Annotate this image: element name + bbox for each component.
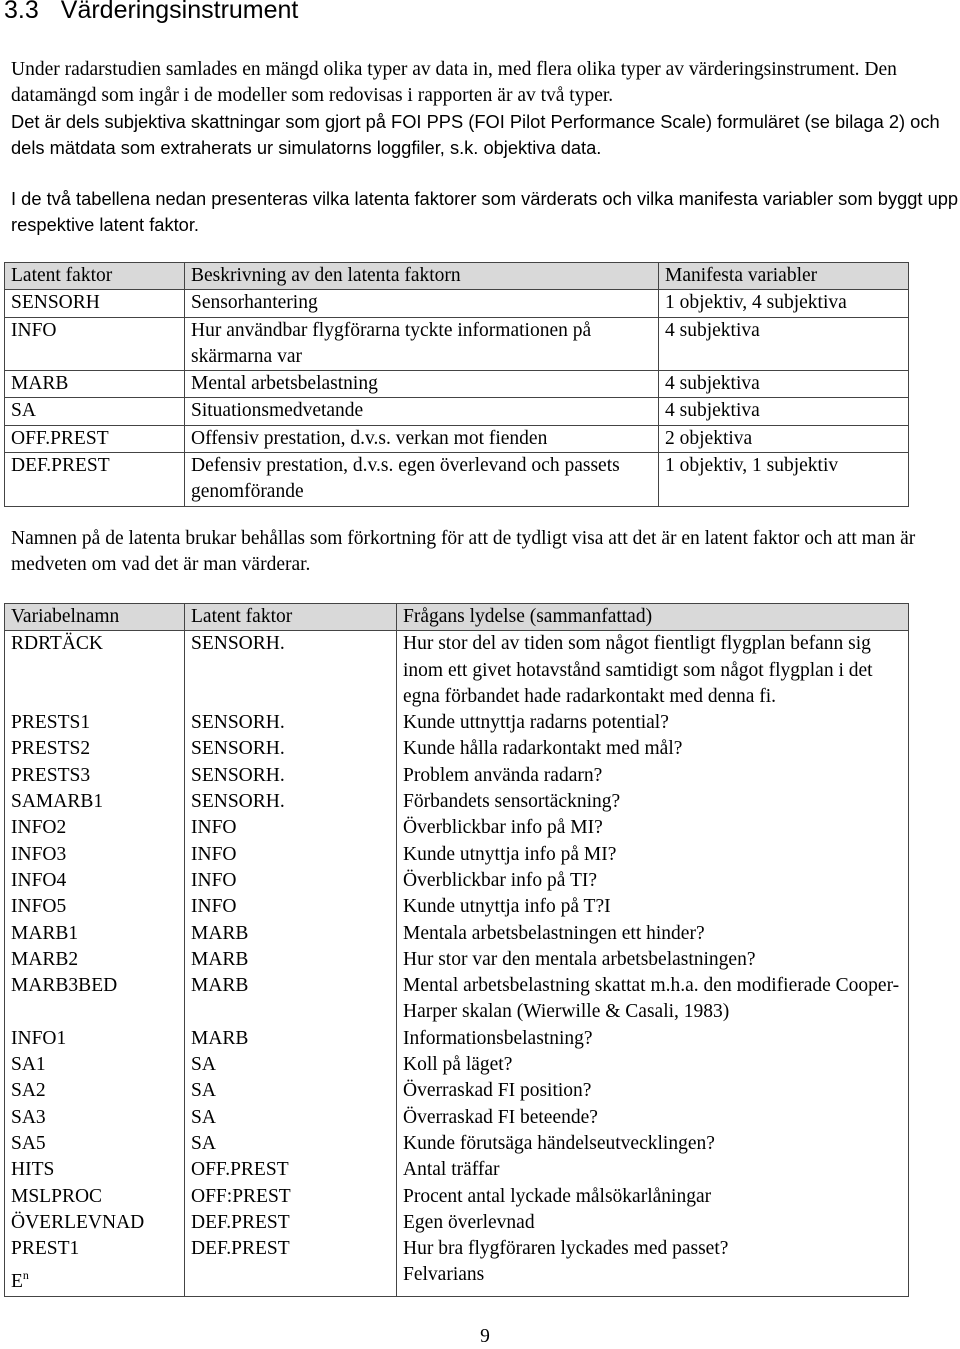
table-cell: INFO	[5, 317, 185, 371]
table-cell	[185, 1262, 397, 1296]
table-header-row	[5, 604, 909, 631]
variable-superscript: n	[22, 1268, 29, 1283]
table-cell: Antal träffar	[397, 1157, 909, 1183]
table-cell: 4 subjektiva	[659, 317, 909, 371]
table-cell: INFO1	[5, 1026, 185, 1052]
section-number: 3.3	[4, 0, 39, 24]
table-cell: Förbandets sensortäckning?	[397, 789, 909, 815]
column-header: Manifesta variabler	[659, 263, 909, 290]
table-cell: PRESTS2	[5, 736, 185, 762]
paragraph-data-types: Det är dels subjektiva skattningar som gjort på FOI PPS (FOI Pilot Performance Scale) formuläret (se bilaga 2) och dels mätdata som extraherats ur simulatorns loggfiler, s.k. objektiva data.	[11, 111, 940, 158]
table-cell: SA2	[5, 1078, 185, 1104]
table-cell: Kunde uttnyttja radarns potential?	[397, 710, 909, 736]
table-cell: Överraskad FI position?	[397, 1078, 909, 1104]
table-row	[5, 1131, 909, 1157]
table-cell: 4 subjektiva	[659, 398, 909, 425]
paragraph-naming: Namnen på de latenta brukar behållas som förkortning för att de tydligt visa att det är en latent faktor och att man är medveten om vad det är man värderar.	[11, 528, 916, 575]
table-cell: SENSORH.	[185, 789, 397, 815]
table-cell: Situationsmedvetande	[185, 398, 659, 425]
table-cell: Offensiv prestation, d.v.s. verkan mot fienden	[185, 425, 659, 452]
table-cell: Sensorhantering	[185, 290, 659, 317]
table-row	[5, 425, 909, 452]
table-cell: OFF:PREST	[185, 1184, 397, 1210]
table-row	[5, 973, 909, 1026]
table-cell: INFO3	[5, 842, 185, 868]
table-cell: RDRTÄCK	[5, 631, 185, 710]
column-header: Beskrivning av den latenta faktorn	[185, 263, 659, 290]
table-cell: SA3	[5, 1105, 185, 1131]
table-cell: MARB	[185, 973, 397, 1026]
table-cell: HITS	[5, 1157, 185, 1183]
table-row	[5, 1105, 909, 1131]
paragraph-tables-intro: I de två tabellena nedan presenteras vilka latenta faktorer som värderats och vilka manifesta variabler som byggt upp respektive latent faktor.	[11, 188, 959, 235]
table-cell: SA	[5, 398, 185, 425]
column-header: Variabelnamn	[5, 604, 185, 631]
table-cell: Mental arbetsbelastning	[185, 371, 659, 398]
table-cell: INFO	[185, 894, 397, 920]
table-row	[5, 398, 909, 425]
table-cell: SA	[185, 1131, 397, 1157]
table-cell: Koll på läget?	[397, 1052, 909, 1078]
table-cell: 1 objektiv, 1 subjektiv	[659, 453, 909, 507]
table-cell: Felvarians	[397, 1262, 909, 1296]
table-cell: Kunde utnyttja info på MI?	[397, 842, 909, 868]
table-cell: SAMARB1	[5, 789, 185, 815]
table-row	[5, 1210, 909, 1236]
table-row	[5, 842, 909, 868]
table-cell: Mentala arbetsbelastningen ett hinder?	[397, 921, 909, 947]
table-cell: DEF.PREST	[185, 1236, 397, 1262]
table-cell: SENSORH	[5, 290, 185, 317]
table-cell: INFO2	[5, 815, 185, 841]
table-cell: Procent antal lyckade målsökarlåningar	[397, 1184, 909, 1210]
table-row	[5, 1026, 909, 1052]
manifest-variables-table	[4, 603, 909, 1297]
table-cell: MSLPROC	[5, 1184, 185, 1210]
table-cell: 2 objektiva	[659, 425, 909, 452]
table-row	[5, 317, 909, 371]
table-cell: SA	[185, 1105, 397, 1131]
table-cell: SA5	[5, 1131, 185, 1157]
table-cell: SENSORH.	[185, 763, 397, 789]
table-cell: Problem använda radarn?	[397, 763, 909, 789]
table-cell: MARB3BED	[5, 973, 185, 1026]
table-cell: PRESTS3	[5, 763, 185, 789]
table-cell	[5, 1262, 185, 1296]
table-cell: Kunde utnyttja info på T?I	[397, 894, 909, 920]
table-row	[5, 453, 909, 507]
table-row	[5, 789, 909, 815]
table-cell: Hur användbar flygförarna tyckte informationen på skärmarna var	[185, 317, 659, 371]
table-row	[5, 1157, 909, 1183]
table-cell: INFO	[185, 815, 397, 841]
column-header: Latent faktor	[185, 604, 397, 631]
table-cell: SA1	[5, 1052, 185, 1078]
table-row	[5, 371, 909, 398]
table-cell: Hur bra flygföraren lyckades med passet?	[397, 1236, 909, 1262]
page-number: 9	[480, 1326, 490, 1347]
column-header: Frågans lydelse (sammanfattad)	[397, 604, 909, 631]
table-cell: Kunde förutsäga händelseutvecklingen?	[397, 1131, 909, 1157]
table-cell: MARB2	[5, 947, 185, 973]
table-row	[5, 1236, 909, 1262]
table-cell: MARB	[5, 371, 185, 398]
table-cell: MARB	[185, 921, 397, 947]
table-cell: MARB	[185, 947, 397, 973]
latent-factors-table	[4, 262, 909, 507]
table-cell: Kunde hålla radarkontakt med mål?	[397, 736, 909, 762]
variable-symbol: E	[11, 1271, 23, 1293]
table-row	[5, 763, 909, 789]
table-row	[5, 710, 909, 736]
section-heading	[4, 0, 298, 25]
table-cell: PRESTS1	[5, 710, 185, 736]
table-cell: SENSORH.	[185, 736, 397, 762]
table-row	[5, 736, 909, 762]
table-cell: MARB1	[5, 921, 185, 947]
table-cell: Överblickbar info på MI?	[397, 815, 909, 841]
table-cell: Egen överlevnad	[397, 1210, 909, 1236]
table-cell: Överblickbar info på TI?	[397, 868, 909, 894]
table-cell: Mental arbetsbelastning skattat m.h.a. den modifierade Cooper-Harper skalan (Wierwille & Casali, 1983)	[397, 973, 909, 1026]
table-cell: Hur stor del av tiden som något fientligt flygplan befann sig inom ett givet hotavstånd samtidigt som något flygplan i det egna förbandet hade radarkontakt med denna fi.	[397, 631, 909, 710]
table-row	[5, 631, 909, 710]
table-cell: SA	[185, 1078, 397, 1104]
paragraph-intro: Under radarstudien samlades en mängd olika typer av data in, med flera olika typer av värderingsinstrument. Den datamängd som ingår i de modeller som redovisas i rapporten är av två typer.	[11, 59, 897, 106]
table-cell: Hur stor var den mentala arbetsbelastningen?	[397, 947, 909, 973]
table-cell: 1 objektiv, 4 subjektiva	[659, 290, 909, 317]
column-header: Latent faktor	[5, 263, 185, 290]
table-row	[5, 894, 909, 920]
table-row	[5, 921, 909, 947]
table-cell: 4 subjektiva	[659, 371, 909, 398]
table-row	[5, 947, 909, 973]
table-cell: DEF.PREST	[185, 1210, 397, 1236]
table-cell: DEF.PREST	[5, 453, 185, 507]
table-cell: INFO5	[5, 894, 185, 920]
table-cell: ÖVERLEVNAD	[5, 1210, 185, 1236]
table-cell: OFF.PREST	[185, 1157, 397, 1183]
section-title: Värderingsinstrument	[60, 0, 299, 24]
table-cell: OFF.PREST	[5, 425, 185, 452]
table-row	[5, 868, 909, 894]
table-cell: Överraskad FI beteende?	[397, 1105, 909, 1131]
table-cell: INFO	[185, 842, 397, 868]
table-cell: Defensiv prestation, d.v.s. egen överlevand och passets genomförande	[185, 453, 659, 507]
table-cell: MARB	[185, 1026, 397, 1052]
table-cell: SENSORH.	[185, 631, 397, 710]
table-cell: Informationsbelastning?	[397, 1026, 909, 1052]
table-row	[5, 1262, 909, 1296]
table-row	[5, 290, 909, 317]
table-cell: SA	[185, 1052, 397, 1078]
table-header-row	[5, 263, 909, 290]
table-row	[5, 1052, 909, 1078]
table-cell: SENSORH.	[185, 710, 397, 736]
table-cell: INFO	[185, 868, 397, 894]
table-row	[5, 815, 909, 841]
table-cell: INFO4	[5, 868, 185, 894]
table-cell: PREST1	[5, 1236, 185, 1262]
table-row	[5, 1184, 909, 1210]
table-row	[5, 1078, 909, 1104]
